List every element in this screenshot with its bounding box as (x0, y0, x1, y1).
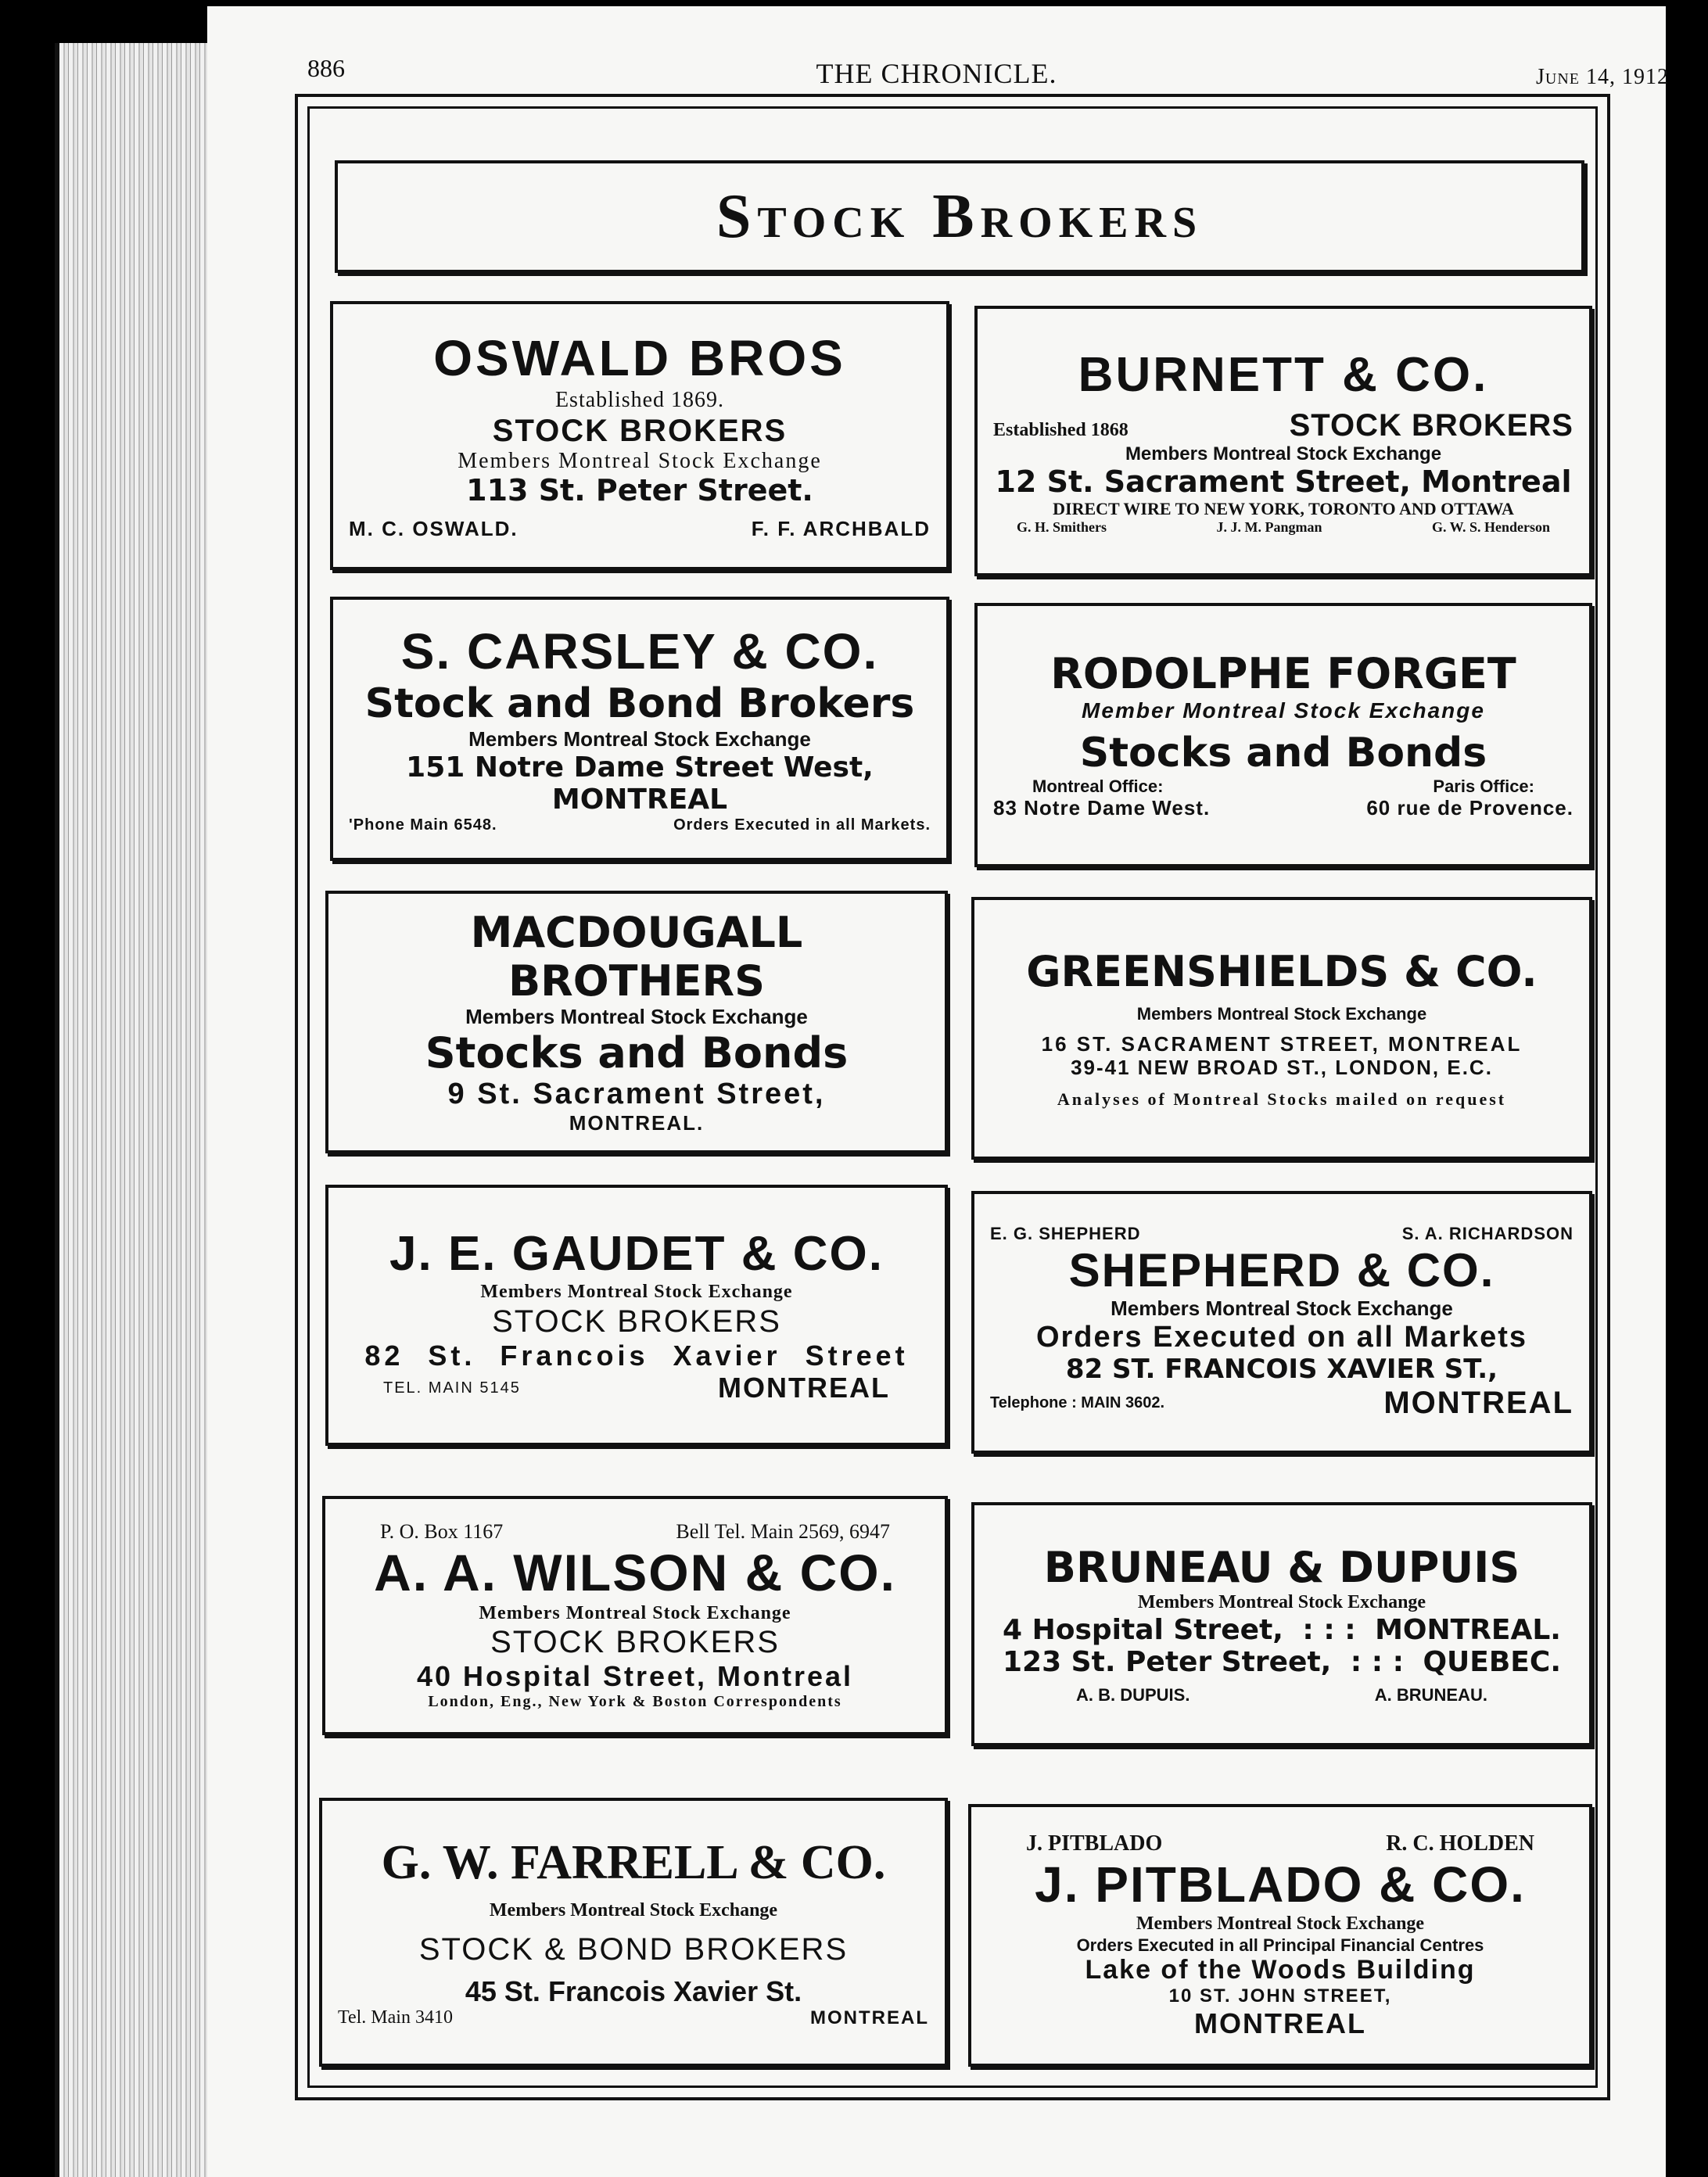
phone: TEL. MAIN 5145 (383, 1379, 521, 1397)
business-line: STOCK BROKERS (492, 1304, 781, 1340)
address: 151 Notre Dame Street West, MONTREAL (406, 751, 874, 816)
business-line: STOCK BROKERS (490, 1625, 780, 1660)
book-page-edges (55, 43, 216, 2177)
address-city: MONTREAL. (1375, 1613, 1561, 1646)
partner-name: F. F. ARCHBALD (751, 516, 931, 540)
city: MONTREAL. (569, 1110, 705, 1135)
running-head (207, 49, 1669, 96)
address-montreal: 16 ST. SACRAMENT STREET, MONTREAL (1041, 1032, 1523, 1056)
partner-name: A. BRUNEAU. (1374, 1684, 1487, 1705)
business-line: Stock and Bond Brokers (364, 680, 915, 728)
ad-a-a-wilson-co (322, 1496, 948, 1735)
page-number: 886 (307, 54, 345, 82)
phone: Bell Tel. Main 2569, 6947 (676, 1520, 890, 1544)
city: MONTREAL (718, 1372, 890, 1404)
membership: Members Montreal Stock Exchange (458, 449, 822, 473)
firm-name: MACDOUGALL BROTHERS (470, 908, 803, 1006)
ad-macdougall-brothers (325, 891, 948, 1153)
ad-j-e-gaudet-co (325, 1185, 948, 1446)
po-box: P. O. Box 1167 (380, 1520, 504, 1544)
membership: Members Montreal Stock Exchange (465, 1005, 808, 1029)
advertisement-frame (295, 94, 1610, 2100)
membership: Members Montreal Stock Exchange (480, 1282, 793, 1303)
membership: Members Montreal Stock Exchange (1136, 1003, 1427, 1024)
ad-rodolphe-forget (974, 603, 1592, 867)
partner-name: R. C. HOLDEN (1386, 1831, 1534, 1856)
ad-bruneau-dupuis (971, 1502, 1592, 1746)
address: 82 St. Francois Xavier Street (364, 1340, 909, 1372)
business-line: STOCK & BOND BROKERS (418, 1931, 849, 1967)
membership: Member Montreal Stock Exchange (1082, 698, 1485, 723)
orders-note: Orders Executed in all Markets. (673, 816, 931, 834)
city: MONTREAL (810, 2007, 929, 2029)
city: MONTREAL (1383, 1386, 1573, 1421)
partner-name: A. B. DUPUIS. (1076, 1684, 1190, 1705)
membership: Members Montreal Stock Exchange (1137, 1592, 1426, 1613)
publication-title: THE CHRONICLE. (816, 58, 1057, 89)
ad-s-carsley-co (330, 597, 949, 861)
city: MONTREAL (1194, 2007, 1366, 2039)
separator: : : : (1302, 1613, 1356, 1646)
ad-shepherd-co (971, 1191, 1592, 1454)
note: Analyses of Montreal Stocks mailed on request (1057, 1088, 1507, 1109)
ad-greenshields-co (971, 897, 1592, 1160)
membership: Members Montreal Stock Exchange (1136, 1913, 1425, 1935)
page (207, 6, 1669, 2177)
address-city: QUEBEC. (1423, 1646, 1561, 1679)
partner-name: E. G. SHEPHERD (990, 1223, 1141, 1243)
firm-name: S. CARSLEY & CO. (400, 623, 879, 680)
address: 10 ST. JOHN STREET, (1168, 1985, 1392, 2007)
membership: Members Montreal Stock Exchange (479, 1602, 791, 1623)
address-street: 123 St. Peter Street, (1003, 1646, 1332, 1679)
business-line: Stocks and Bonds (1079, 729, 1487, 776)
address: 9 St. Sacrament Street, (447, 1078, 826, 1111)
office-address: 60 rue de Provence. (1366, 795, 1573, 820)
partner-name: G. H. Smithers (1017, 518, 1107, 535)
phone: Tel. Main 3410 (338, 2007, 453, 2028)
partner-name: M. C. OSWALD. (349, 516, 518, 540)
address-street: 4 Hospital Street, (1003, 1613, 1283, 1646)
office-label: Montreal Office: (1032, 776, 1164, 797)
firm-name: BURNETT & CO. (1078, 347, 1489, 402)
direct-wire: DIRECT WIRE TO NEW YORK, TORONTO AND OTTAWA (1053, 499, 1514, 519)
membership: Members Montreal Stock Exchange (468, 726, 811, 751)
membership: Members Montreal Stock Exchange (1111, 1296, 1453, 1320)
partner-name: G. W. S. Henderson (1431, 518, 1550, 535)
firm-name: A. A. WILSON & CO. (374, 1544, 896, 1601)
established: Established 1869. (554, 387, 725, 412)
correspondents: London, Eng., New York & Boston Correspondents (428, 1692, 842, 1710)
firm-name: G. W. FARRELL & CO. (381, 1836, 886, 1890)
partner-name: J. PITBLADO (1026, 1831, 1163, 1856)
firm-name: GREENSHIELDS & CO. (1026, 946, 1538, 996)
partner-name: J. J. M. Pangman (1216, 518, 1322, 535)
address: 113 St. Peter Street. (466, 473, 813, 508)
ad-g-w-farrell-co (319, 1798, 948, 2067)
ad-oswald-bros (330, 301, 949, 570)
firm-name: J. PITBLADO & CO. (1035, 1856, 1526, 1913)
section-banner (335, 160, 1584, 273)
ad-burnett-co (974, 306, 1592, 576)
orders-note: Orders Executed on all Markets (1035, 1320, 1528, 1354)
ad-j-pitblado-co (968, 1804, 1592, 2067)
membership: Members Montreal Stock Exchange (1125, 443, 1442, 465)
established: Established 1868 (993, 420, 1128, 441)
office-label: Paris Office: (1433, 776, 1534, 797)
issue-date: June 14, 1912 (1536, 65, 1669, 89)
firm-name: SHEPHERD & CO. (1068, 1243, 1495, 1297)
firm-name: OSWALD BROS (433, 330, 846, 387)
address: 12 St. Sacrament Street, Montreal (995, 464, 1572, 499)
business-line: STOCK BROKERS (492, 414, 788, 448)
address: 82 ST. FRANCOIS XAVIER ST., (1065, 1354, 1498, 1386)
firm-name: BRUNEAU & DUPUIS (1043, 1543, 1520, 1593)
phone: 'Phone Main 6548. (349, 816, 497, 834)
building: Lake of the Woods Building (1085, 1955, 1476, 1985)
address: 40 Hospital Street, Montreal (416, 1660, 854, 1693)
orders-note: Orders Executed in all Principal Financial Centres (1076, 1935, 1484, 1955)
address-london: 39-41 NEW BROAD ST., LONDON, E.C. (1071, 1056, 1493, 1080)
section-title: Stock Brokers (716, 181, 1204, 251)
office-address: 83 Notre Dame West. (993, 795, 1211, 820)
phone: Telephone : MAIN 3602. (990, 1393, 1165, 1411)
firm-name: J. E. GAUDET & CO. (389, 1227, 884, 1282)
membership: Members Montreal Stock Exchange (489, 1900, 778, 1921)
business-line: Stocks and Bonds (425, 1028, 849, 1078)
separator: : : : (1350, 1646, 1405, 1679)
business-line: STOCK BROKERS (1289, 408, 1573, 443)
firm-name: RODOLPHE FORGET (1050, 649, 1516, 699)
partner-name: S. A. RICHARDSON (1401, 1223, 1573, 1243)
address: 45 St. Francois Xavier St. (465, 1974, 802, 2007)
